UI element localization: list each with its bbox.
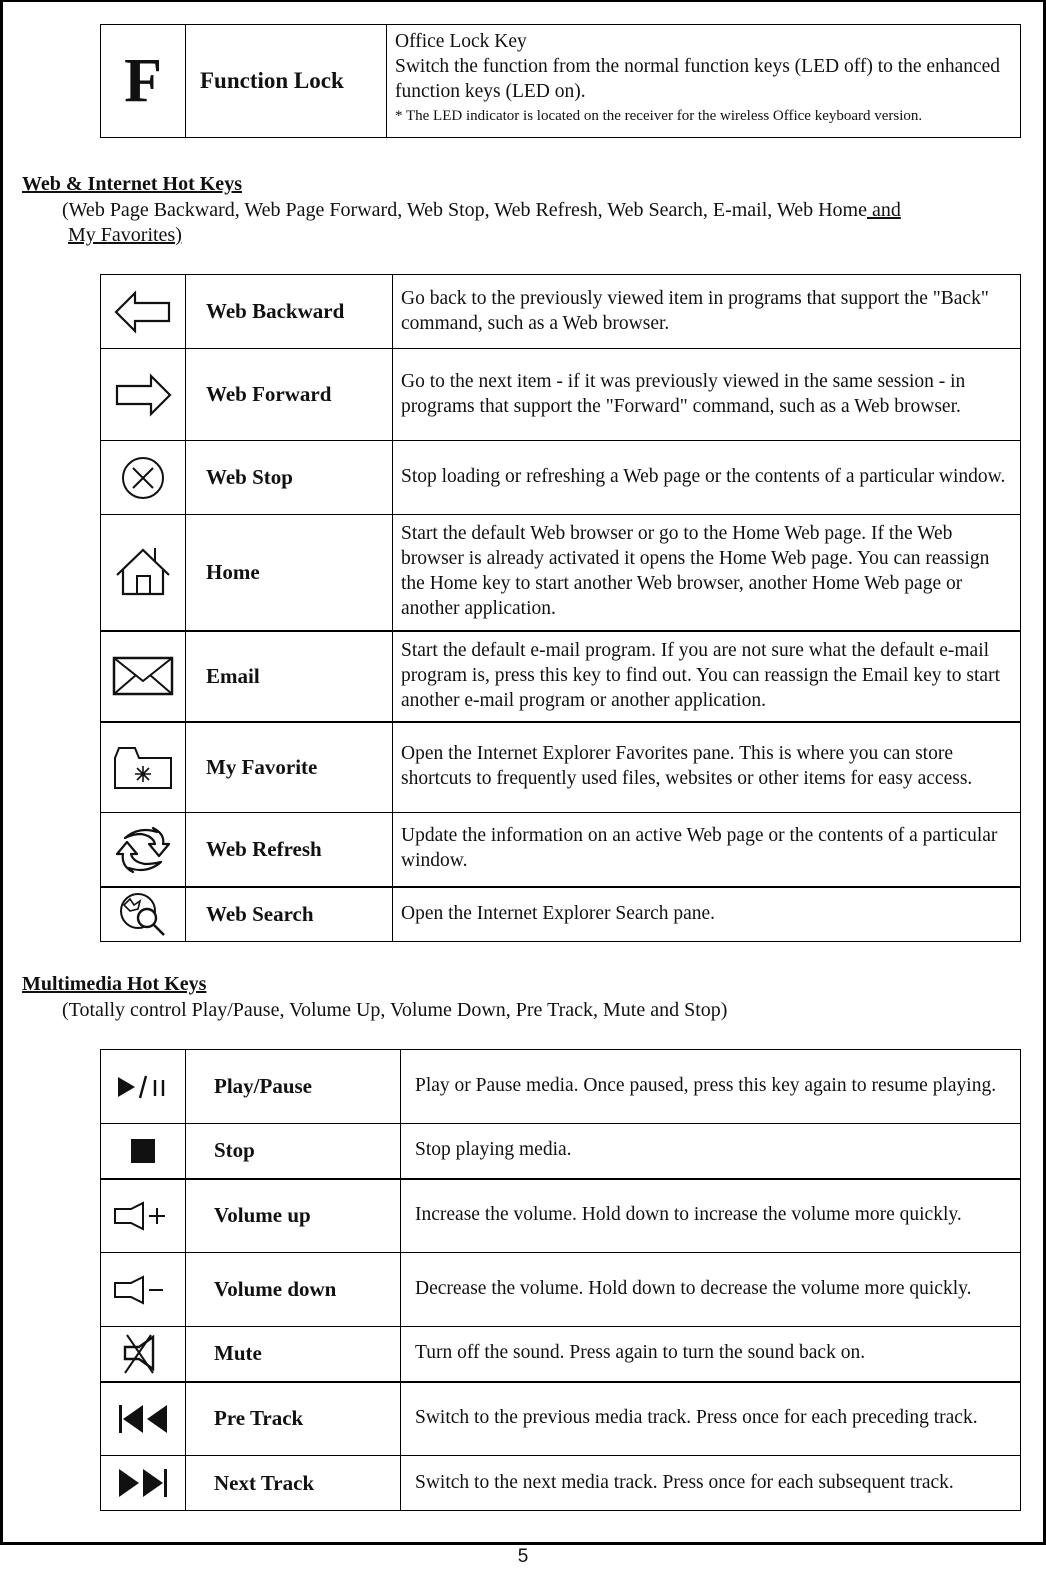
key-name: Web Forward (186, 349, 393, 441)
function-lock-table (100, 24, 1021, 138)
house-icon (101, 515, 186, 631)
key-name: Next Track (186, 1456, 401, 1511)
key-description (387, 25, 1021, 138)
table-row (101, 1253, 1021, 1327)
key-description: Stop playing media. (401, 1124, 1021, 1179)
page-number: 5 (517, 1546, 529, 1567)
table-row (101, 1124, 1021, 1179)
volume-down-icon (101, 1253, 186, 1327)
key-name: Home (186, 515, 393, 631)
key-description: Play or Pause media. Once paused, press this key again to resume playing. (401, 1050, 1021, 1124)
play-pause-icon (101, 1050, 186, 1124)
favorites-folder-icon (101, 722, 186, 813)
table-row (101, 275, 1021, 349)
media-section-subtitle: (Totally control Play/Pause, Volume Up, Volume Down, Pre Track, Mute and Stop) (62, 999, 728, 1021)
media-section-title: Multimedia Hot Keys (22, 973, 207, 995)
key-name: Email (186, 631, 393, 722)
key-description: Decrease the volume. Hold down to decrease the volume more quickly. (401, 1253, 1021, 1327)
web-section-title: Web & Internet Hot Keys (22, 173, 242, 195)
next-track-icon (101, 1456, 186, 1511)
table-row (101, 1456, 1021, 1511)
key-name: Volume down (186, 1253, 401, 1327)
key-name: My Favorite (186, 722, 393, 813)
media-hotkeys-table (100, 1049, 1021, 1511)
key-description: Stop loading or refreshing a Web page or the contents of a particular window. (393, 441, 1021, 515)
key-description: Start the default Web browser or go to the Home Web page. If the Web browser is already activated it opens the Home Web page. You can reassign the Home key to start another Web browser, another Home Web page or another application. (393, 515, 1021, 631)
key-description: Open the Internet Explorer Search pane. (393, 887, 1021, 942)
key-description: Go to the next item - if it was previously viewed in the same session - in programs that support the "Forward" command, such as a Web browser. (393, 349, 1021, 441)
key-name: Web Backward (186, 275, 393, 349)
table-row (101, 722, 1021, 813)
key-description: Update the information on an active Web page or the contents of a particular window. (393, 813, 1021, 887)
key-description: Turn off the sound. Press again to turn the sound back on. (401, 1327, 1021, 1382)
key-name: Volume up (186, 1179, 401, 1253)
envelope-icon (101, 631, 186, 722)
web-section-subtitle: (Web Page Backward, Web Page Forward, Web Stop, Web Refresh, Web Search, E-mail, Web Home and My Favorites) (62, 199, 901, 246)
web-hotkeys-table (100, 274, 1021, 942)
stop-square-icon (101, 1124, 186, 1179)
circle-x-icon (101, 441, 186, 515)
arrow-left-icon (101, 275, 186, 349)
key-description: Go back to the previously viewed item in programs that support the "Back" command, such as a Web browser. (393, 275, 1021, 349)
key-description: Start the default e-mail program. If you are not sure what the default e-mail program is, press this key to find out. You can reassign the Email key to start another e-mail program or another application. (393, 631, 1021, 722)
function-lock-icon: F (101, 25, 186, 138)
volume-up-icon (101, 1179, 186, 1253)
table-row (101, 1179, 1021, 1253)
table-row (101, 813, 1021, 887)
key-name: Pre Track (186, 1382, 401, 1456)
table-row (101, 631, 1021, 722)
table-row (101, 1382, 1021, 1456)
function-lock-note: * The LED indicator is located on the receiver for the wireless Office keyboard version. (395, 108, 923, 124)
key-name: Function Lock (186, 25, 387, 138)
table-row (101, 1327, 1021, 1382)
globe-search-icon (101, 887, 186, 942)
function-lock-title: Office Lock Key (395, 31, 527, 52)
table-row (101, 349, 1021, 441)
table-row (101, 1050, 1021, 1124)
key-description: Switch to the previous media track. Press once for each preceding track. (401, 1382, 1021, 1456)
function-lock-desc: Switch the function from the normal function keys (LED off) to the enhanced function keys (LED on). (395, 56, 1001, 102)
arrow-right-icon (101, 349, 186, 441)
key-name: Mute (186, 1327, 401, 1382)
table-row (101, 887, 1021, 942)
key-name: Play/Pause (186, 1050, 401, 1124)
mute-icon (101, 1327, 186, 1382)
key-description: Switch to the next media track. Press once for each subsequent track. (401, 1456, 1021, 1511)
refresh-arrows-icon (101, 813, 186, 887)
table-row (101, 25, 1021, 138)
key-name: Web Stop (186, 441, 393, 515)
key-name: Stop (186, 1124, 401, 1179)
key-description: Open the Internet Explorer Favorites pane. This is where you can store shortcuts to frequently used files, websites or other items for easy access. (393, 722, 1021, 813)
table-row (101, 441, 1021, 515)
key-description: Increase the volume. Hold down to increase the volume more quickly. (401, 1179, 1021, 1253)
key-name: Web Refresh (186, 813, 393, 887)
table-row (101, 515, 1021, 631)
previous-track-icon (101, 1382, 186, 1456)
key-name: Web Search (186, 887, 393, 942)
